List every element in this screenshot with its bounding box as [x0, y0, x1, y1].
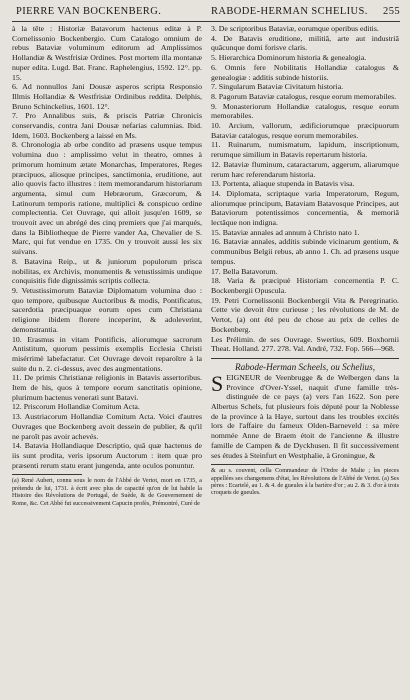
right-paragraph: 14. Diplomata, scriptaque varia Imperatorum, Regum, aliorumque principum, Bataviam Batavosque Principes, aut Bataviorum potentissimos concernentia, & memoriâ lectâque non indigna. [211, 188, 399, 228]
right-paragraph: 8. Pagorum Bataviæ catalogus, resque eorum memorabiles. [211, 91, 397, 101]
left-paragraph: 7. Pro Annalibus suis, & priscis Patriæ Chronicis conservandis, contra Jani Dousæ nefarias calumnias. Ibid. Idem, 1603. Bockenberg a laissé en Ms. [12, 111, 202, 140]
running-header [12, 6, 400, 20]
article-title: Rabode-Herman Scheels, ou Schelius, [234, 361, 376, 372]
right-running-title: RABODE-HERMAN SCHELIUS. [211, 6, 368, 17]
right-paragraph: 5. Hierarchica Dominorum historia & genealogia. [211, 53, 367, 63]
page-number: 255 [383, 6, 400, 17]
right-footnote: & au s. couvent, cella Commandeur de l'Ordre de Malte ; les pieces appellées ses changemens d'état, les Révolutions de l'Abbé de Vertot. (a) Ses pères : Ecartelé, au 1. & 4. de gueules à la barière d'or ; au 2. & 3. d'or à trois croquets de gueules. [211, 468, 399, 497]
footnote-rule [211, 464, 281, 465]
left-paragraph: 8. Chronologia ab orbe condito ad præsens usque tempus volumina duo : amplissimo velut in theatro, omnes à primorum hominum ætate Monarchas, Imperatores, Reges præcipuos, aliosque principes, sanctimonia, eruditione, aut alio quovis facto illustres : item memorandarum historiarum argumenta, simul cum Hebræorum, Græcorum, & Latinorum temporis ratione, multiplici & conspicuo ordine complectentia. Cet Ouvrage, qui alloit jusqu'en 1609, se trouvoit avec un abrégé des cinq premiers que j'ai marqués, dans la Bibliotheque de Pierre vander Aa, Chevalier de S. Marc, qui fut vendue en 1735. On y trouvoit aussi les six suivans. [12, 140, 202, 257]
right-paragraph: 17. Bella Batavorum. [211, 266, 278, 276]
right-paragraph: 7. Singularum Bataviæ Civitatum historia. [211, 82, 344, 92]
right-paragraph: 18. Varia & præcipuè Historiam concernentia P. C. Bockenbergii Opuscula. [211, 276, 399, 295]
right-paragraph: 6. Omnis fere Nobilitatis Hollandiæ catalogus & genealogiæ : additis subinde historiis. [211, 62, 399, 82]
sources-note: Les Prélimin. de ses Ouvrage. Swertius, 609. Boxhornii Theat. Holland. 277. 278. Val. André, 732. Fop. 566—968. [211, 334, 399, 354]
left-paragraph: 13. Austriacorum Hollandiæ Comitum Acta. Voici d'autres Ouvrages que Bockenberg avoit dessein de publier, & qu'il ne paroît pas avoir achevés. [12, 412, 202, 441]
left-paragraph: 14. Batavia Hollandiaque Descriptio, quâ quæ hactenus de iis sunt prodita, veris ipsorum Auctorum : item quæ pro præsenti rerum statu erant jungenda, ante oculos ponuntur. [12, 441, 202, 470]
left-paragraph: 8. Batavina Reip., ut & juniorum populorum prisca nobilitas, ex Archivis, monumentis & vetustissimis undique conquisitis fide dignissimis scriptis collecta. [12, 256, 202, 286]
right-paragraph: 10. Arcium, vallorum, ædificiorumque præcipuorum Bataviæ catalogus, resque eorum memorabiles. [211, 121, 399, 140]
left-paragraph: 9. Vetustissimorum Bataviæ Diplomatum volumina duo : quo tempore, quibusque Auctoribus & modis, Pontificatus, sacerdotia præcipuaque eorum opes cum Christiana religione ibidem florere inceperint, & adoleverint, demonstrantia. [12, 285, 202, 334]
header-rule [12, 21, 400, 22]
right-paragraph: 12. Bataviæ fluminum, cataractarum, aggerum, aliarumque rerum hæc referendarum historia. [211, 159, 399, 179]
right-paragraph: 3. De scriptoribus Bataviæ, eorumque operibus editis. [211, 24, 379, 33]
right-column [211, 24, 399, 498]
right-paragraph: 9. Monasteriorum Hollandiæ catalogus, resque eorum memorabiles. [211, 101, 399, 121]
article-text: EIGNEUR de Veenbrugge & de Welbergen dans la Province d'Over-Yssel, naquit d'une famille très-distinguée de ce pays (a) vers l'an 1622. Son pere Albertus Schels, fut plusieurs fois député pour la Noblesse de la province à la Haye, surtout dans les troubles excités lors de l'affaire du fameux Olden-Barneveld : sa mère nommée Anne de Braem étoit de l'ancienne & illustre famille de Campen & de Dyckhusen. Il fit successivement ses études à Steinfurt en Westphalie, à Groningue, & [211, 372, 399, 460]
left-paragraph: 10. Erasmus in vitam Pontificis, aliorumque sacrorum Antistitum, quorum pessimis exemplis Ecclesia Christi misérrimè labefactatur. Cet Ouvrage devoit reparoître à la suite du n. 2. ci-dessus, avec des augmentations. [12, 334, 202, 373]
right-paragraph: 16. Bataviæ annales, additis subinde vicinarum gentium, & communibus Belgii rebus, ab anno 1. Ch. ad præsens usque tempus. [211, 237, 399, 266]
right-paragraph: 11. Ruinarum, numismatum, lapidum, inscriptionum, rerumque similium in Batavis repertarum historia. [211, 140, 399, 160]
left-paragraph: 11. De primis Christianæ religionis in Batavis assertoribus. Item de his, quos à tempore eorum sanctitatis opinione, plurimum hactenus venerati sunt Batavi. [12, 373, 202, 402]
left-paragraph: 6. Ad nonnullos Jani Dousæ asperos scripta Responsio Illmis Hollandiæ & Westfrisiæ Ordinibus reddita. Delphis, Bruno Schinckelius, 1601. 12°. [12, 82, 202, 111]
right-paragraph: 19. Petri Cornelissonii Bockenbergii Vita & Peregrinatio. Cette vie devoit être curieuse ; les révolutions de M. de Vertot, (a) ont été peu de chose au prix de celles de Bockenberg. [211, 295, 399, 334]
footnote-rule [12, 474, 82, 475]
right-paragraph: 15. Bataviæ annales ad annum à Christo nato 1. [211, 227, 360, 237]
left-column [12, 24, 202, 508]
left-paragraph: à la tête : Historiæ Batavorum hactenus editæ à P. Cornelissonio Bockenbergio. Cum Catalogo omnium de rebus Bataviæ voluminum editorum ad Amplissimos Hollandiæ & Westfrisiæ Ordines. Post mortem illa montanæ nuper edita. Lugd. Bat. Franc. Raphelengius, 1592. 12°. pp. 15. [12, 24, 202, 82]
section-rule [211, 358, 399, 359]
left-paragraph: 12. Priscorum Hollandiæ Comitum Acta. [12, 402, 140, 412]
article-body [211, 370, 399, 460]
left-running-title: PIERRE VAN BOCKENBERG. [16, 6, 162, 17]
left-footnote: (a) René Aubert, connu sous le nom de l'Abbé de Vertot, mort en 1735, a prétendu de lui, 1731. à écrit avec plus de capacité qu'on de lui habile la Histoire des Révolutions de Portugal, de Suède, & de Gouvernement de Rome, &c. Cet Abbé fut successivement Capucin profès, Prémontré, Curé de [12, 478, 202, 507]
drop-cap: S [211, 370, 224, 396]
right-paragraph: 4. De Batavis eruditione, militiâ, arte aut industriâ quâcunque domi forisve claris. [211, 33, 399, 53]
right-paragraph: 13. Portenta, aliaque stupenda in Batavis visa. [211, 179, 355, 189]
